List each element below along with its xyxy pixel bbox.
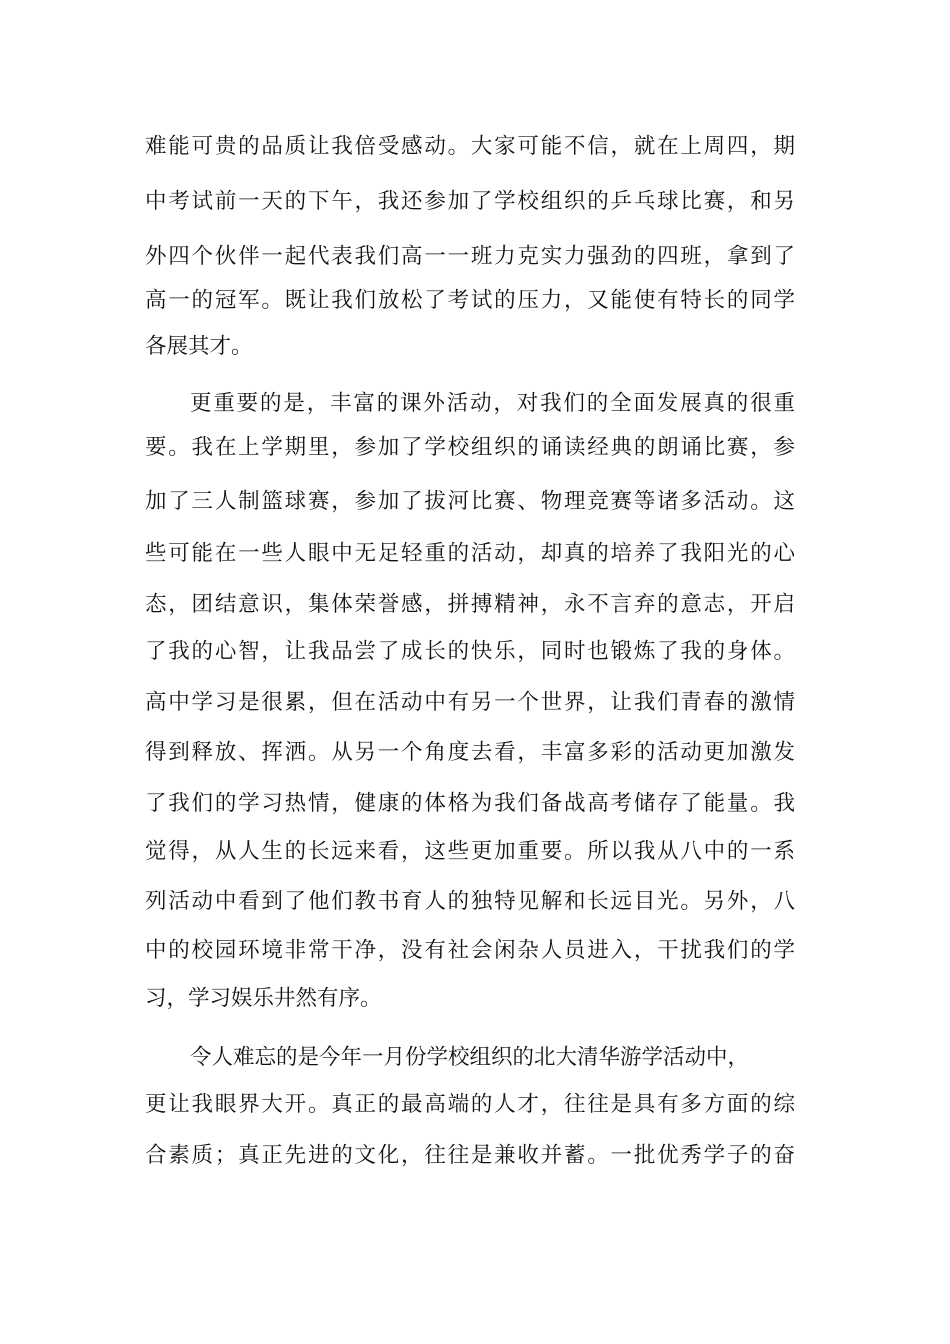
text-line: 更让我眼界大开。真正的最高端的人才，往往是具有多方面的综 — [145, 1092, 795, 1117]
text-line: 各展其才。 — [145, 334, 253, 359]
text-line: 加了三人制篮球赛，参加了拔河比赛、物理竞赛等诸多活动。这 — [145, 489, 795, 514]
text-line: 了我的心智，让我品尝了成长的快乐，同时也锻炼了我的身体。 — [145, 639, 795, 664]
text-line: 令人难忘的是今年一月份学校组织的北大清华游学活动中， — [190, 1045, 750, 1070]
text-line: 得到释放、挥洒。从另一个角度去看，丰富多彩的活动更加激发 — [145, 740, 795, 765]
text-line: 难能可贵的品质让我倍受感动。大家可能不信，就在上周四，期 — [145, 134, 795, 159]
text-line: 更重要的是，丰富的课外活动，对我们的全面发展真的很重 — [190, 391, 795, 416]
text-line: 外四个伙伴一起代表我们高一一班力克实力强劲的四班，拿到了 — [145, 244, 795, 269]
text-line: 高中学习是很累，但在活动中有另一个世界，让我们青春的激情 — [145, 690, 795, 715]
text-line: 觉得，从人生的长远来看，这些更加重要。所以我从八中的一系 — [145, 839, 795, 864]
text-line: 列活动中看到了他们教书育人的独特见解和长远目光。另外，八 — [145, 889, 795, 914]
text-line: 中的校园环境非常干净，没有社会闲杂人员进入，干扰我们的学 — [145, 938, 795, 963]
text-line: 要。我在上学期里，参加了学校组织的诵读经典的朗诵比赛，参 — [145, 435, 795, 460]
text-line: 些可能在一些人眼中无足轻重的活动，却真的培养了我阳光的心 — [145, 541, 795, 566]
text-line: 合素质；真正先进的文化，往往是兼收并蓄。一批优秀学子的奋 — [145, 1143, 795, 1168]
text-line: 高一的冠军。既让我们放松了考试的压力，又能使有特长的同学 — [145, 288, 795, 313]
text-line: 习，学习娱乐井然有序。 — [145, 986, 382, 1011]
text-line: 中考试前一天的下午，我还参加了学校组织的乒乓球比赛，和另 — [145, 189, 795, 214]
text-line: 了我们的学习热情，健康的体格为我们备战高考储存了能量。我 — [145, 791, 795, 816]
text-line: 态，团结意识，集体荣誉感，拼搏精神，永不言弃的意志，开启 — [145, 592, 795, 617]
